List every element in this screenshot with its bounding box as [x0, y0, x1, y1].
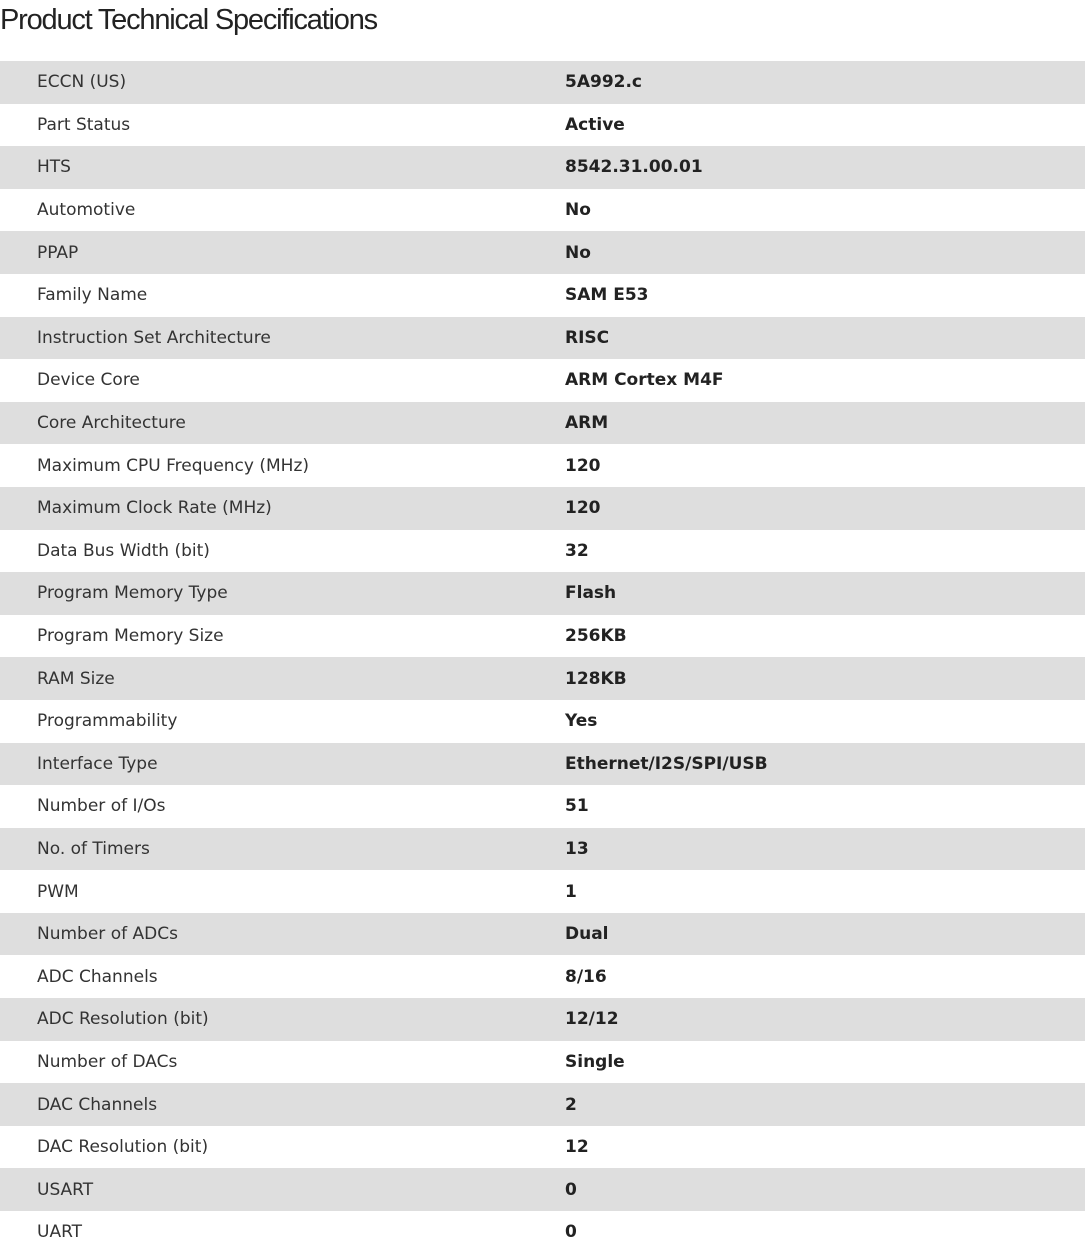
spec-row-adc-resolution	[0, 998, 1085, 1041]
spec-label: ADC Resolution (bit)	[37, 1009, 209, 1030]
spec-row-interface-type	[0, 743, 1085, 786]
spec-row-usart	[0, 1168, 1085, 1211]
spec-label: DAC Resolution (bit)	[37, 1137, 209, 1158]
spec-label: Number of I/Os	[37, 796, 166, 817]
spec-label: Program Memory Size	[37, 626, 224, 647]
spec-value: Flash	[565, 583, 617, 604]
spec-value: Active	[565, 114, 625, 135]
spec-label: Program Memory Type	[37, 583, 228, 604]
spec-value: No	[565, 200, 591, 221]
spec-row-max-clock-rate	[0, 487, 1085, 530]
spec-value: 51	[565, 796, 589, 817]
spec-row-device-core	[0, 359, 1085, 402]
spec-table	[0, 61, 1085, 1254]
spec-value: 2	[565, 1094, 577, 1115]
spec-row-ram-size	[0, 657, 1085, 700]
spec-label: Programmability	[37, 711, 178, 732]
spec-row-max-cpu-frequency	[0, 444, 1085, 487]
spec-value: 0	[565, 1222, 577, 1243]
spec-label: PWM	[37, 881, 79, 902]
spec-label: Data Bus Width (bit)	[37, 540, 210, 561]
spec-label: USART	[37, 1179, 94, 1200]
spec-row-adc-channels	[0, 955, 1085, 998]
spec-value: No	[565, 242, 591, 263]
spec-value: 13	[565, 838, 589, 859]
spec-value: ARM	[565, 413, 609, 434]
spec-value: 0	[565, 1179, 577, 1200]
spec-label: Maximum Clock Rate (MHz)	[37, 498, 272, 519]
spec-label: Number of DACs	[37, 1051, 178, 1072]
spec-label: ADC Channels	[37, 966, 158, 987]
spec-row-data-bus-width	[0, 530, 1085, 573]
spec-value: Dual	[565, 924, 609, 945]
spec-row-number-of-adcs	[0, 913, 1085, 956]
spec-row-programmability	[0, 700, 1085, 743]
spec-row-uart	[0, 1211, 1085, 1254]
spec-value: ARM Cortex M4F	[565, 370, 724, 391]
spec-label: Interface Type	[37, 753, 158, 774]
spec-label: Automotive	[37, 200, 136, 221]
spec-value: RISC	[565, 327, 610, 348]
spec-row-number-of-ios	[0, 785, 1085, 828]
spec-row-eccn	[0, 61, 1085, 104]
spec-label: Core Architecture	[37, 413, 186, 434]
spec-row-hts	[0, 146, 1085, 189]
spec-value: 120	[565, 498, 601, 519]
spec-row-dac-resolution	[0, 1126, 1085, 1169]
spec-label: Device Core	[37, 370, 140, 391]
spec-label: Maximum CPU Frequency (MHz)	[37, 455, 309, 476]
spec-label: HTS	[37, 157, 71, 178]
spec-value: 256KB	[565, 626, 627, 647]
spec-row-number-of-dacs	[0, 1041, 1085, 1084]
spec-value: 1	[565, 881, 577, 902]
spec-row-program-memory-size	[0, 615, 1085, 658]
spec-value: Yes	[565, 711, 598, 732]
spec-value: Single	[565, 1051, 625, 1072]
spec-row-family-name	[0, 274, 1085, 317]
spec-row-automotive	[0, 189, 1085, 232]
spec-label: Number of ADCs	[37, 924, 178, 945]
spec-value: 8542.31.00.01	[565, 157, 703, 178]
spec-value: 32	[565, 540, 589, 561]
spec-value: 120	[565, 455, 601, 476]
page-title: Product Technical Specifications	[0, 4, 377, 36]
spec-value: Ethernet/I2S/SPI/USB	[565, 753, 768, 774]
spec-row-isa	[0, 317, 1085, 360]
spec-label: Family Name	[37, 285, 148, 306]
spec-row-pwm	[0, 870, 1085, 913]
spec-row-part-status	[0, 104, 1085, 147]
spec-row-ppap	[0, 231, 1085, 274]
spec-label: Part Status	[37, 114, 131, 135]
spec-row-core-architecture	[0, 402, 1085, 445]
spec-label: ECCN (US)	[37, 72, 127, 93]
spec-row-dac-channels	[0, 1083, 1085, 1126]
spec-value: 12/12	[565, 1009, 619, 1030]
spec-value: 8/16	[565, 966, 607, 987]
spec-label: Instruction Set Architecture	[37, 327, 271, 348]
spec-value: 128KB	[565, 668, 627, 689]
spec-value: 12	[565, 1137, 589, 1158]
spec-row-timers	[0, 828, 1085, 871]
spec-label: DAC Channels	[37, 1094, 158, 1115]
spec-row-program-memory-type	[0, 572, 1085, 615]
spec-label: No. of Timers	[37, 838, 150, 859]
spec-label: UART	[37, 1222, 83, 1243]
spec-value: 5A992.c	[565, 72, 643, 93]
spec-value: SAM E53	[565, 285, 649, 306]
spec-label: RAM Size	[37, 668, 115, 689]
spec-label: PPAP	[37, 242, 79, 263]
